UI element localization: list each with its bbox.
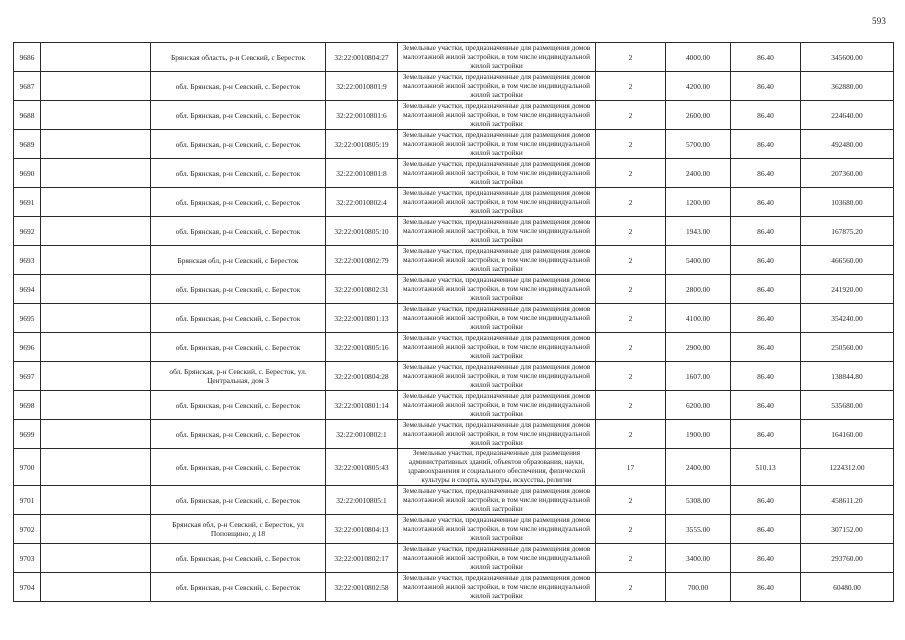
land-use-description-cell: Земельные участки, предназначенные для размещения домов малоэтажной жилой застройки, в том числе индивидуальной жилой застройки bbox=[398, 159, 596, 188]
rate-cell: 86.40 bbox=[731, 159, 801, 188]
row-number-cell: 9696 bbox=[14, 333, 41, 362]
land-use-description-cell: Земельные участки, предназначенные для размещения домов малоэтажной жилой застройки, в том числе индивидуальной жилой застройки bbox=[398, 544, 596, 573]
address-cell: обл. Брянская, р-н Севский, с. Бересток bbox=[151, 101, 326, 130]
land-use-description-cell: Земельные участки, предназначенные для размещения домов малоэтажной жилой застройки, в том числе индивидуальной жилой застройки bbox=[398, 304, 596, 333]
cadastral-number-cell: 32:22:0010802:1 bbox=[326, 420, 398, 449]
table-row bbox=[14, 72, 894, 101]
row-number-cell: 9693 bbox=[14, 246, 41, 275]
row-number-cell: 9691 bbox=[14, 188, 41, 217]
cadastral-value-cell: 345600.00 bbox=[801, 43, 894, 72]
blank-cell bbox=[41, 72, 151, 101]
cadastral-value-cell: 458611.20 bbox=[801, 486, 894, 515]
blank-cell bbox=[41, 544, 151, 573]
table-row bbox=[14, 515, 894, 544]
blank-cell bbox=[41, 188, 151, 217]
blank-cell bbox=[41, 333, 151, 362]
rate-cell: 86.40 bbox=[731, 544, 801, 573]
row-number-cell: 9694 bbox=[14, 275, 41, 304]
rate-cell: 86.40 bbox=[731, 391, 801, 420]
blank-cell bbox=[41, 362, 151, 391]
address-cell: Брянская обл, р-н Севский, с Бересток, ул Поповщино, д 18 bbox=[151, 515, 326, 544]
row-number-cell: 9689 bbox=[14, 130, 41, 159]
category-code-cell: 2 bbox=[596, 188, 666, 217]
cadastral-number-cell: 32:22:0010804:28 bbox=[326, 362, 398, 391]
category-code-cell: 2 bbox=[596, 420, 666, 449]
cadastral-number-cell: 32:22:0010805:10 bbox=[326, 217, 398, 246]
table-row bbox=[14, 101, 894, 130]
land-use-description-cell: Земельные участки, предназначенные для размещения административных зданий, объектов образования, науки, здравоохранения и социального обеспечения, физической культуры и спорта, культуры, искусства, религии bbox=[398, 449, 596, 486]
area-cell: 4200.00 bbox=[666, 72, 731, 101]
category-code-cell: 2 bbox=[596, 391, 666, 420]
area-cell: 3555.00 bbox=[666, 515, 731, 544]
cadastral-number-cell: 32:22:0010804:27 bbox=[326, 43, 398, 72]
cadastral-value-cell: 241920.00 bbox=[801, 275, 894, 304]
row-number-cell: 9695 bbox=[14, 304, 41, 333]
blank-cell bbox=[41, 515, 151, 544]
category-code-cell: 2 bbox=[596, 217, 666, 246]
land-use-description-cell: Земельные участки, предназначенные для размещения домов малоэтажной жилой застройки, в том числе индивидуальной жилой застройки bbox=[398, 275, 596, 304]
cadastral-number-cell: 32:22:0010802:79 bbox=[326, 246, 398, 275]
cadastral-number-cell: 32:22:0010804:13 bbox=[326, 515, 398, 544]
area-cell: 1200.00 bbox=[666, 188, 731, 217]
cadastral-number-cell: 32:22:0010801:6 bbox=[326, 101, 398, 130]
cadastral-number-cell: 32:22:0010805:19 bbox=[326, 130, 398, 159]
row-number-cell: 9701 bbox=[14, 486, 41, 515]
row-number-cell: 9698 bbox=[14, 391, 41, 420]
blank-cell bbox=[41, 391, 151, 420]
table-row bbox=[14, 362, 894, 391]
row-number-cell: 9702 bbox=[14, 515, 41, 544]
table-row bbox=[14, 573, 894, 602]
row-number-cell: 9703 bbox=[14, 544, 41, 573]
cadastral-value-cell: 224640.00 bbox=[801, 101, 894, 130]
cadastral-number-cell: 32:22:0010802:31 bbox=[326, 275, 398, 304]
row-number-cell: 9699 bbox=[14, 420, 41, 449]
address-cell: обл. Брянская, р-н Севский, с. Бересток bbox=[151, 391, 326, 420]
category-code-cell: 2 bbox=[596, 544, 666, 573]
cadastral-value-cell: 362880.00 bbox=[801, 72, 894, 101]
category-code-cell: 2 bbox=[596, 362, 666, 391]
address-cell: Брянская область, р-н Севский, с Бересток bbox=[151, 43, 326, 72]
table-row bbox=[14, 391, 894, 420]
category-code-cell: 2 bbox=[596, 101, 666, 130]
area-cell: 2600.00 bbox=[666, 101, 731, 130]
table-row bbox=[14, 544, 894, 573]
address-cell: обл. Брянская, р-н Севский, с. Бересток bbox=[151, 130, 326, 159]
rate-cell: 86.40 bbox=[731, 43, 801, 72]
table-row bbox=[14, 159, 894, 188]
blank-cell bbox=[41, 304, 151, 333]
row-number-cell: 9690 bbox=[14, 159, 41, 188]
row-number-cell: 9687 bbox=[14, 72, 41, 101]
address-cell: обл. Брянская, р-н Севский, с. Бересток bbox=[151, 159, 326, 188]
category-code-cell: 2 bbox=[596, 304, 666, 333]
area-cell: 1607.00 bbox=[666, 362, 731, 391]
area-cell: 2400.00 bbox=[666, 159, 731, 188]
area-cell: 4100.00 bbox=[666, 304, 731, 333]
row-number-cell: 9688 bbox=[14, 101, 41, 130]
address-cell: обл. Брянская, р-н Севский, с. Бересток, ул. Центральная, дом 3 bbox=[151, 362, 326, 391]
cadastral-value-cell: 207360.00 bbox=[801, 159, 894, 188]
cadastral-value-cell: 1224312.00 bbox=[801, 449, 894, 486]
table-row bbox=[14, 246, 894, 275]
blank-cell bbox=[41, 130, 151, 159]
page-number: 593 bbox=[872, 16, 887, 26]
cadastral-value-cell: 164160.00 bbox=[801, 420, 894, 449]
address-cell: обл. Брянская, р-н Севский, с. Бересток bbox=[151, 304, 326, 333]
cadastral-value-cell: 103680.00 bbox=[801, 188, 894, 217]
rate-cell: 86.40 bbox=[731, 420, 801, 449]
land-use-description-cell: Земельные участки, предназначенные для размещения домов малоэтажной жилой застройки, в том числе индивидуальной жилой застройки bbox=[398, 391, 596, 420]
category-code-cell: 2 bbox=[596, 159, 666, 188]
address-cell: обл. Брянская, р-н Севский, с. Бересток bbox=[151, 217, 326, 246]
cadastral-number-cell: 32:22:0010802:58 bbox=[326, 573, 398, 602]
table-row bbox=[14, 333, 894, 362]
category-code-cell: 2 bbox=[596, 515, 666, 544]
cadastral-value-cell: 60480.00 bbox=[801, 573, 894, 602]
land-use-description-cell: Земельные участки, предназначенные для размещения домов малоэтажной жилой застройки, в том числе индивидуальной жилой застройки bbox=[398, 246, 596, 275]
cadastral-value-cell: 354240.00 bbox=[801, 304, 894, 333]
area-cell: 5700.00 bbox=[666, 130, 731, 159]
cadastral-value-cell: 250560.00 bbox=[801, 333, 894, 362]
rate-cell: 86.40 bbox=[731, 130, 801, 159]
cadastral-value-cell: 138844.80 bbox=[801, 362, 894, 391]
land-registry-table bbox=[13, 42, 894, 602]
blank-cell bbox=[41, 101, 151, 130]
blank-cell bbox=[41, 573, 151, 602]
rate-cell: 86.40 bbox=[731, 573, 801, 602]
cadastral-value-cell: 466560.00 bbox=[801, 246, 894, 275]
area-cell: 6200.00 bbox=[666, 391, 731, 420]
address-cell: обл. Брянская, р-н Севский, с. Бересток bbox=[151, 420, 326, 449]
category-code-cell: 2 bbox=[596, 43, 666, 72]
cadastral-number-cell: 32:22:0010805:1 bbox=[326, 486, 398, 515]
blank-cell bbox=[41, 486, 151, 515]
land-use-description-cell: Земельные участки, предназначенные для размещения домов малоэтажной жилой застройки, в том числе индивидуальной жилой застройки bbox=[398, 43, 596, 72]
area-cell: 1943.00 bbox=[666, 217, 731, 246]
row-number-cell: 9704 bbox=[14, 573, 41, 602]
category-code-cell: 17 bbox=[596, 449, 666, 486]
table-row bbox=[14, 420, 894, 449]
address-cell: Брянская обл, р-н Севский, с Бересток bbox=[151, 246, 326, 275]
row-number-cell: 9686 bbox=[14, 43, 41, 72]
rate-cell: 86.40 bbox=[731, 101, 801, 130]
row-number-cell: 9692 bbox=[14, 217, 41, 246]
cadastral-number-cell: 32:22:0010805:16 bbox=[326, 333, 398, 362]
rate-cell: 86.40 bbox=[731, 246, 801, 275]
rate-cell: 86.40 bbox=[731, 72, 801, 101]
rate-cell: 86.40 bbox=[731, 515, 801, 544]
area-cell: 5400.00 bbox=[666, 246, 731, 275]
area-cell: 2800.00 bbox=[666, 275, 731, 304]
table-row bbox=[14, 275, 894, 304]
blank-cell bbox=[41, 449, 151, 486]
rate-cell: 86.40 bbox=[731, 275, 801, 304]
category-code-cell: 2 bbox=[596, 275, 666, 304]
land-use-description-cell: Земельные участки, предназначенные для размещения домов малоэтажной жилой застройки, в том числе индивидуальной жилой застройки bbox=[398, 420, 596, 449]
cadastral-value-cell: 535680.00 bbox=[801, 391, 894, 420]
cadastral-number-cell: 32:22:0010802:17 bbox=[326, 544, 398, 573]
table-row bbox=[14, 304, 894, 333]
category-code-cell: 2 bbox=[596, 72, 666, 101]
table-row bbox=[14, 43, 894, 72]
cadastral-value-cell: 307152.00 bbox=[801, 515, 894, 544]
category-code-cell: 2 bbox=[596, 573, 666, 602]
address-cell: обл. Брянская, р-н Севский, с. Бересток bbox=[151, 72, 326, 101]
area-cell: 5308.00 bbox=[666, 486, 731, 515]
rate-cell: 86.40 bbox=[731, 304, 801, 333]
land-use-description-cell: Земельные участки, предназначенные для размещения домов малоэтажной жилой застройки, в том числе индивидуальной жилой застройки bbox=[398, 130, 596, 159]
rate-cell: 86.40 bbox=[731, 486, 801, 515]
address-cell: обл. Брянская, р-н Севский, с. Бересток bbox=[151, 188, 326, 217]
cadastral-number-cell: 32:22:0010801:14 bbox=[326, 391, 398, 420]
address-cell: обл. Брянская, р-н Севский, с. Бересток bbox=[151, 449, 326, 486]
table-row bbox=[14, 449, 894, 486]
category-code-cell: 2 bbox=[596, 333, 666, 362]
cadastral-value-cell: 293760.00 bbox=[801, 544, 894, 573]
row-number-cell: 9700 bbox=[14, 449, 41, 486]
rate-cell: 86.40 bbox=[731, 188, 801, 217]
land-use-description-cell: Земельные участки, предназначенные для размещения домов малоэтажной жилой застройки, в том числе индивидуальной жилой застройки bbox=[398, 333, 596, 362]
address-cell: обл. Брянская, р-н Севский, с. Бересток bbox=[151, 275, 326, 304]
cadastral-number-cell: 32:22:0010805:43 bbox=[326, 449, 398, 486]
address-cell: обл. Брянская, р-н Севский, с. Бересток bbox=[151, 544, 326, 573]
area-cell: 4000.00 bbox=[666, 43, 731, 72]
cadastral-number-cell: 32:22:0010801:8 bbox=[326, 159, 398, 188]
cadastral-number-cell: 32:22:0010802:4 bbox=[326, 188, 398, 217]
land-use-description-cell: Земельные участки, предназначенные для размещения домов малоэтажной жилой застройки, в том числе индивидуальной жилой застройки bbox=[398, 217, 596, 246]
blank-cell bbox=[41, 420, 151, 449]
address-cell: обл. Брянская, р-н Севский, с. Бересток bbox=[151, 333, 326, 362]
table-row bbox=[14, 486, 894, 515]
category-code-cell: 2 bbox=[596, 486, 666, 515]
blank-cell bbox=[41, 275, 151, 304]
area-cell: 3400.00 bbox=[666, 544, 731, 573]
rate-cell: 86.40 bbox=[731, 362, 801, 391]
cadastral-number-cell: 32:22:0010801:9 bbox=[326, 72, 398, 101]
cadastral-value-cell: 492480.00 bbox=[801, 130, 894, 159]
table-body bbox=[14, 43, 894, 602]
land-use-description-cell: Земельные участки, предназначенные для размещения домов малоэтажной жилой застройки, в том числе индивидуальной жилой застройки bbox=[398, 101, 596, 130]
rate-cell: 86.40 bbox=[731, 217, 801, 246]
area-cell: 1900.00 bbox=[666, 420, 731, 449]
category-code-cell: 2 bbox=[596, 246, 666, 275]
table-row bbox=[14, 188, 894, 217]
blank-cell bbox=[41, 246, 151, 275]
table-row bbox=[14, 130, 894, 159]
category-code-cell: 2 bbox=[596, 130, 666, 159]
cadastral-number-cell: 32:22:0010801:13 bbox=[326, 304, 398, 333]
rate-cell: 510.13 bbox=[731, 449, 801, 486]
area-cell: 2900.00 bbox=[666, 333, 731, 362]
area-cell: 700.00 bbox=[666, 573, 731, 602]
address-cell: обл. Брянская, р-н Севский, с. Бересток bbox=[151, 486, 326, 515]
land-use-description-cell: Земельные участки, предназначенные для размещения домов малоэтажной жилой застройки, в том числе индивидуальной жилой застройки bbox=[398, 573, 596, 602]
table-row bbox=[14, 217, 894, 246]
land-use-description-cell: Земельные участки, предназначенные для размещения домов малоэтажной жилой застройки, в том числе индивидуальной жилой застройки bbox=[398, 188, 596, 217]
cadastral-value-cell: 167875.20 bbox=[801, 217, 894, 246]
land-use-description-cell: Земельные участки, предназначенные для размещения домов малоэтажной жилой застройки, в том числе индивидуальной жилой застройки bbox=[398, 486, 596, 515]
area-cell: 2400.00 bbox=[666, 449, 731, 486]
blank-cell bbox=[41, 43, 151, 72]
land-use-description-cell: Земельные участки, предназначенные для размещения домов малоэтажной жилой застройки, в том числе индивидуальной жилой застройки bbox=[398, 72, 596, 101]
blank-cell bbox=[41, 217, 151, 246]
land-use-description-cell: Земельные участки, предназначенные для размещения домов малоэтажной жилой застройки, в том числе индивидуальной жилой застройки bbox=[398, 515, 596, 544]
land-use-description-cell: Земельные участки, предназначенные для размещения домов малоэтажной жилой застройки, в том числе индивидуальной жилой застройки bbox=[398, 362, 596, 391]
rate-cell: 86.40 bbox=[731, 333, 801, 362]
address-cell: обл. Брянская, р-н Севский, с. Бересток bbox=[151, 573, 326, 602]
blank-cell bbox=[41, 159, 151, 188]
row-number-cell: 9697 bbox=[14, 362, 41, 391]
